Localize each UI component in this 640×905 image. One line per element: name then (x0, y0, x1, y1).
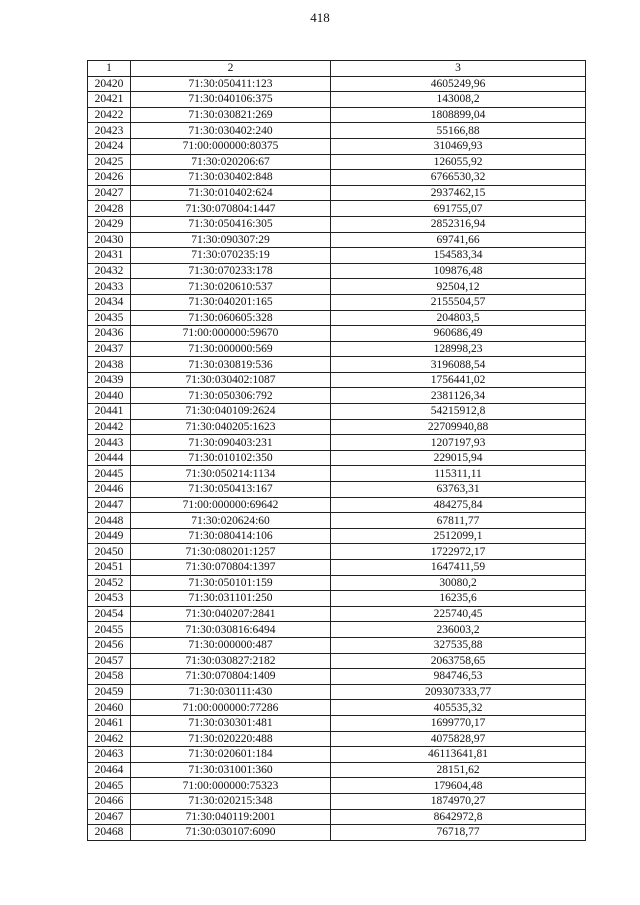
cadastral-number-cell: 71:30:070804:1397 (131, 560, 331, 576)
value-cell: 405535,32 (331, 700, 586, 716)
table-row (88, 684, 586, 700)
row-number-cell: 20468 (88, 825, 131, 841)
row-number-cell: 20422 (88, 107, 131, 123)
table-row (88, 575, 586, 591)
row-number-cell: 20451 (88, 560, 131, 576)
table-row (88, 528, 586, 544)
value-cell: 327535,88 (331, 637, 586, 653)
table-row (88, 513, 586, 529)
value-cell: 236003,2 (331, 622, 586, 638)
value-cell: 76718,77 (331, 825, 586, 841)
row-number-cell: 20445 (88, 466, 131, 482)
row-number-cell: 20452 (88, 575, 131, 591)
row-number-cell: 20441 (88, 404, 131, 420)
cadastral-number-cell: 71:30:030819:536 (131, 357, 331, 373)
cadastral-number-cell: 71:30:030301:481 (131, 715, 331, 731)
row-number-cell: 20420 (88, 76, 131, 92)
row-number-cell: 20463 (88, 747, 131, 763)
table-row (88, 310, 586, 326)
table-row (88, 248, 586, 264)
table-row (88, 482, 586, 498)
table-row (88, 232, 586, 248)
table-row (88, 123, 586, 139)
row-number-cell: 20437 (88, 341, 131, 357)
cadastral-number-cell: 71:30:020624:60 (131, 513, 331, 529)
cadastral-number-cell: 71:30:050101:159 (131, 575, 331, 591)
cadastral-number-cell: 71:30:000000:569 (131, 341, 331, 357)
column-header-2: 2 (131, 61, 331, 77)
value-cell: 1722972,17 (331, 544, 586, 560)
registry-table (87, 60, 586, 841)
table-row (88, 372, 586, 388)
row-number-cell: 20457 (88, 653, 131, 669)
value-cell: 4605249,96 (331, 76, 586, 92)
table-row (88, 762, 586, 778)
cadastral-number-cell: 71:30:000000:487 (131, 637, 331, 653)
value-cell: 2155504,57 (331, 294, 586, 310)
row-number-cell: 20436 (88, 326, 131, 342)
table-row (88, 825, 586, 841)
table-row (88, 107, 586, 123)
cadastral-number-cell: 71:00:000000:75323 (131, 778, 331, 794)
cadastral-number-cell: 71:30:090307:29 (131, 232, 331, 248)
table-row (88, 263, 586, 279)
value-cell: 2852316,94 (331, 216, 586, 232)
table-row (88, 560, 586, 576)
row-number-cell: 20444 (88, 450, 131, 466)
table-row (88, 201, 586, 217)
table-row (88, 435, 586, 451)
row-number-cell: 20461 (88, 715, 131, 731)
value-cell: 484275,84 (331, 497, 586, 513)
row-number-cell: 20426 (88, 170, 131, 186)
table-row (88, 809, 586, 825)
cadastral-number-cell: 71:30:090403:231 (131, 435, 331, 451)
value-cell: 229015,94 (331, 450, 586, 466)
row-number-cell: 20454 (88, 606, 131, 622)
cadastral-number-cell: 71:30:031101:250 (131, 591, 331, 607)
value-cell: 1647411,59 (331, 560, 586, 576)
table-row (88, 388, 586, 404)
table-row (88, 404, 586, 420)
value-cell: 1874970,27 (331, 793, 586, 809)
table-row (88, 216, 586, 232)
cadastral-number-cell: 71:30:070804:1447 (131, 201, 331, 217)
table-body (88, 76, 586, 840)
value-cell: 2512099,1 (331, 528, 586, 544)
value-cell: 67811,77 (331, 513, 586, 529)
table-row (88, 793, 586, 809)
value-cell: 179604,48 (331, 778, 586, 794)
row-number-cell: 20442 (88, 419, 131, 435)
row-number-cell: 20450 (88, 544, 131, 560)
value-cell: 69741,66 (331, 232, 586, 248)
row-number-cell: 20430 (88, 232, 131, 248)
value-cell: 209307333,77 (331, 684, 586, 700)
cadastral-number-cell: 71:30:040119:2001 (131, 809, 331, 825)
row-number-cell: 20428 (88, 201, 131, 217)
row-number-cell: 20443 (88, 435, 131, 451)
row-number-cell: 20421 (88, 92, 131, 108)
table-row (88, 450, 586, 466)
row-number-cell: 20438 (88, 357, 131, 373)
row-number-cell: 20464 (88, 762, 131, 778)
cadastral-number-cell: 71:30:040201:165 (131, 294, 331, 310)
cadastral-number-cell: 71:30:040106:375 (131, 92, 331, 108)
value-cell: 960686,49 (331, 326, 586, 342)
row-number-cell: 20458 (88, 669, 131, 685)
value-cell: 92504,12 (331, 279, 586, 295)
cadastral-number-cell: 71:30:020206:67 (131, 154, 331, 170)
row-number-cell: 20435 (88, 310, 131, 326)
value-cell: 143008,2 (331, 92, 586, 108)
row-number-cell: 20447 (88, 497, 131, 513)
cadastral-number-cell: 71:00:000000:59670 (131, 326, 331, 342)
value-cell: 1699770,17 (331, 715, 586, 731)
cadastral-number-cell: 71:30:030111:430 (131, 684, 331, 700)
value-cell: 1756441,02 (331, 372, 586, 388)
cadastral-number-cell: 71:30:080201:1257 (131, 544, 331, 560)
cadastral-number-cell: 71:00:000000:77286 (131, 700, 331, 716)
value-cell: 691755,07 (331, 201, 586, 217)
value-cell: 225740,45 (331, 606, 586, 622)
cadastral-number-cell: 71:30:010402:624 (131, 185, 331, 201)
table-row (88, 185, 586, 201)
value-cell: 2063758,65 (331, 653, 586, 669)
cadastral-number-cell: 71:30:050416:305 (131, 216, 331, 232)
value-cell: 2937462,15 (331, 185, 586, 201)
table-row (88, 170, 586, 186)
table-row (88, 92, 586, 108)
row-number-cell: 20423 (88, 123, 131, 139)
row-number-cell: 20453 (88, 591, 131, 607)
table-row (88, 466, 586, 482)
cadastral-number-cell: 71:30:070804:1409 (131, 669, 331, 685)
row-number-cell: 20439 (88, 372, 131, 388)
row-number-cell: 20425 (88, 154, 131, 170)
cadastral-number-cell: 71:30:020220:488 (131, 731, 331, 747)
table-row (88, 294, 586, 310)
table-row (88, 154, 586, 170)
page-number: 418 (310, 10, 330, 25)
value-cell: 128998,23 (331, 341, 586, 357)
cadastral-number-cell: 71:30:050306:792 (131, 388, 331, 404)
cadastral-number-cell: 71:30:020215:348 (131, 793, 331, 809)
column-header-3: 3 (331, 61, 586, 77)
row-number-cell: 20465 (88, 778, 131, 794)
table-row (88, 637, 586, 653)
table-row (88, 700, 586, 716)
table-row (88, 357, 586, 373)
cadastral-number-cell: 71:30:030402:1087 (131, 372, 331, 388)
table-row (88, 497, 586, 513)
value-cell: 1808899,04 (331, 107, 586, 123)
table-row (88, 731, 586, 747)
row-number-cell: 20459 (88, 684, 131, 700)
value-cell: 8642972,8 (331, 809, 586, 825)
cadastral-number-cell: 71:00:000000:69642 (131, 497, 331, 513)
cadastral-number-cell: 71:30:060605:328 (131, 310, 331, 326)
cadastral-number-cell: 71:30:030827:2182 (131, 653, 331, 669)
cadastral-number-cell: 71:30:050214:1134 (131, 466, 331, 482)
value-cell: 154583,34 (331, 248, 586, 264)
row-number-cell: 20431 (88, 248, 131, 264)
cadastral-number-cell: 71:30:080414:106 (131, 528, 331, 544)
row-number-cell: 20432 (88, 263, 131, 279)
table-row (88, 591, 586, 607)
value-cell: 126055,92 (331, 154, 586, 170)
value-cell: 30080,2 (331, 575, 586, 591)
table-row (88, 341, 586, 357)
cadastral-number-cell: 71:30:010102:350 (131, 450, 331, 466)
row-number-cell: 20429 (88, 216, 131, 232)
cadastral-number-cell: 71:00:000000:80375 (131, 138, 331, 154)
row-number-cell: 20440 (88, 388, 131, 404)
cadastral-number-cell: 71:30:030402:848 (131, 170, 331, 186)
value-cell: 1207197,93 (331, 435, 586, 451)
row-number-cell: 20427 (88, 185, 131, 201)
value-cell: 984746,53 (331, 669, 586, 685)
table-row (88, 76, 586, 92)
table-row (88, 747, 586, 763)
row-number-cell: 20456 (88, 637, 131, 653)
cadastral-number-cell: 71:30:030821:269 (131, 107, 331, 123)
value-cell: 310469,93 (331, 138, 586, 154)
cadastral-number-cell: 71:30:040109:2624 (131, 404, 331, 420)
table-row (88, 138, 586, 154)
table-row (88, 326, 586, 342)
row-number-cell: 20462 (88, 731, 131, 747)
row-number-cell: 20449 (88, 528, 131, 544)
value-cell: 3196088,54 (331, 357, 586, 373)
value-cell: 6766530,32 (331, 170, 586, 186)
table-row (88, 279, 586, 295)
row-number-cell: 20434 (88, 294, 131, 310)
cadastral-number-cell: 71:30:030816:6494 (131, 622, 331, 638)
table-row (88, 715, 586, 731)
column-header-1: 1 (88, 61, 131, 77)
table-row (88, 606, 586, 622)
table-row (88, 544, 586, 560)
cadastral-number-cell: 71:30:030402:240 (131, 123, 331, 139)
value-cell: 204803,5 (331, 310, 586, 326)
cadastral-number-cell: 71:30:050411:123 (131, 76, 331, 92)
value-cell: 16235,6 (331, 591, 586, 607)
row-number-cell: 20448 (88, 513, 131, 529)
row-number-cell: 20424 (88, 138, 131, 154)
value-cell: 55166,88 (331, 123, 586, 139)
cadastral-number-cell: 71:30:070233:178 (131, 263, 331, 279)
cadastral-number-cell: 71:30:030107:6090 (131, 825, 331, 841)
value-cell: 22709940,88 (331, 419, 586, 435)
cadastral-number-cell: 71:30:070235:19 (131, 248, 331, 264)
row-number-cell: 20446 (88, 482, 131, 498)
table-row (88, 778, 586, 794)
value-cell: 28151,62 (331, 762, 586, 778)
row-number-cell: 20433 (88, 279, 131, 295)
cadastral-number-cell: 71:30:020610:537 (131, 279, 331, 295)
header-row (88, 61, 586, 77)
row-number-cell: 20466 (88, 793, 131, 809)
row-number-cell: 20460 (88, 700, 131, 716)
cadastral-number-cell: 71:30:040205:1623 (131, 419, 331, 435)
cadastral-number-cell: 71:30:040207:2841 (131, 606, 331, 622)
value-cell: 54215912,8 (331, 404, 586, 420)
table-row (88, 419, 586, 435)
table-row (88, 622, 586, 638)
value-cell: 2381126,34 (331, 388, 586, 404)
cadastral-number-cell: 71:30:031001:360 (131, 762, 331, 778)
row-number-cell: 20455 (88, 622, 131, 638)
cadastral-number-cell: 71:30:020601:184 (131, 747, 331, 763)
value-cell: 115311,11 (331, 466, 586, 482)
value-cell: 109876,48 (331, 263, 586, 279)
cadastral-number-cell: 71:30:050413:167 (131, 482, 331, 498)
value-cell: 46113641,81 (331, 747, 586, 763)
value-cell: 4075828,97 (331, 731, 586, 747)
table-row (88, 653, 586, 669)
table-row (88, 669, 586, 685)
row-number-cell: 20467 (88, 809, 131, 825)
value-cell: 63763,31 (331, 482, 586, 498)
